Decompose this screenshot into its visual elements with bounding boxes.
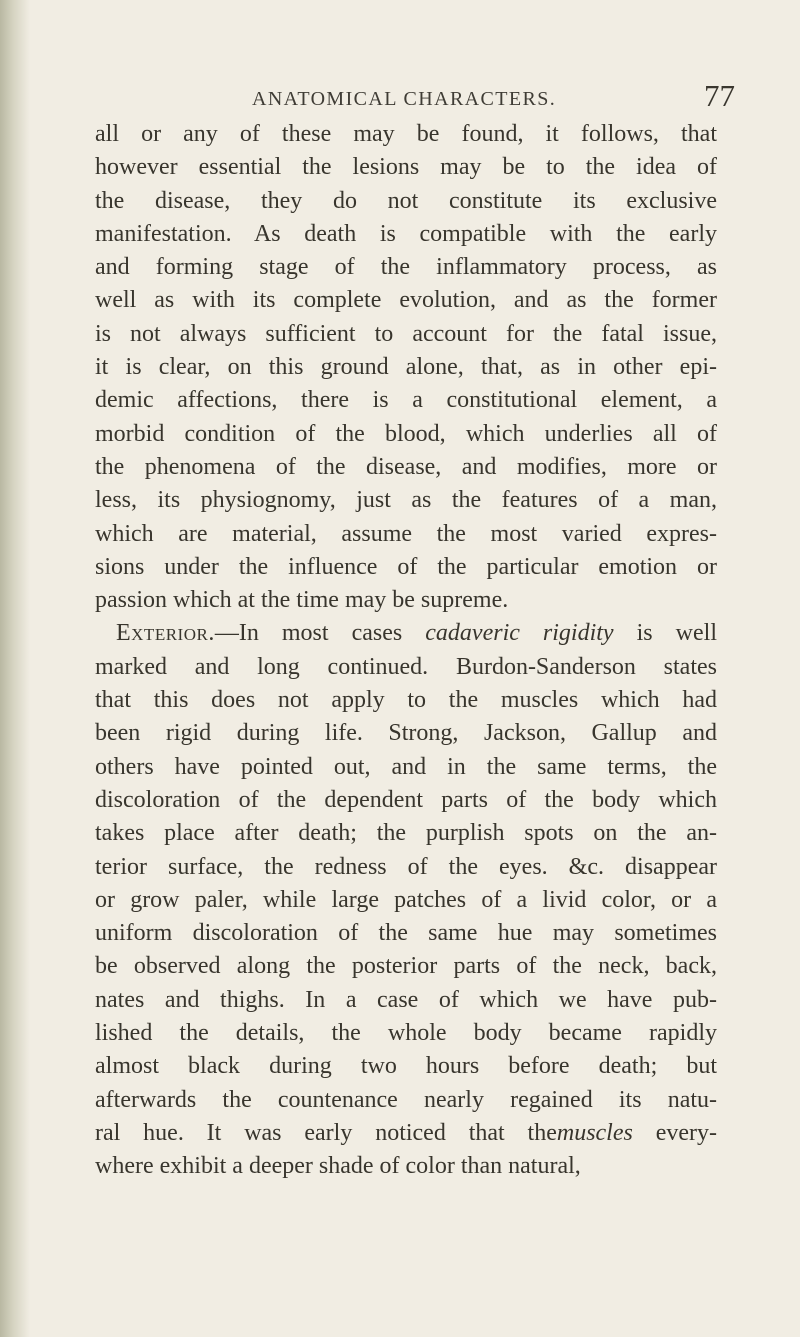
text-line: all or any of these may be found, it follows, that bbox=[95, 121, 717, 147]
text-line: sions under the influence of the particular emotion or bbox=[95, 553, 717, 580]
emphasis-text: muscles bbox=[556, 1119, 633, 1146]
text-line: it is clear, on this ground alone, that, as in other epi- bbox=[95, 354, 717, 381]
text-line: the phenomena of the disease, and modifies, more or bbox=[95, 453, 717, 480]
text-line: or grow paler, while large patches of a livid color, or a bbox=[95, 886, 717, 913]
body-text bbox=[95, 118, 717, 1184]
text-line: uniform discoloration of the same hue may sometimes bbox=[95, 920, 717, 947]
text-line: nates and thighs. In a case of which we have pub- bbox=[95, 986, 717, 1013]
text-line: afterwards the countenance nearly regained its natu- bbox=[95, 1086, 717, 1113]
text-line: been rigid during life. Strong, Jackson, Gallup and bbox=[95, 720, 717, 747]
text-line: takes place after death; the purplish spots on the an- bbox=[95, 820, 717, 847]
text-line: others have pointed out, and in the same terms, the bbox=[95, 753, 717, 780]
text-line: marked and long continued. Burdon-Sanderson states bbox=[95, 653, 717, 680]
binding-shadow bbox=[0, 0, 30, 1337]
paragraph-2 bbox=[95, 617, 717, 1183]
text-line: is not always sufficient to account for the fatal issue, bbox=[95, 320, 717, 347]
text-line: manifestation. As death is compatible with the early bbox=[95, 220, 717, 247]
text-line: discoloration of the dependent parts of the body which bbox=[95, 786, 717, 813]
text-line: Exterior.—In most cases cadaveric rigidity is well bbox=[116, 620, 718, 647]
text-line: which are material, assume the most varied expres- bbox=[95, 520, 717, 547]
text-line: that this does not apply to the muscles which had bbox=[95, 687, 717, 714]
paragraph-2-lines bbox=[95, 651, 717, 1117]
text-line: terior surface, the redness of the eyes. &c. disappear bbox=[95, 853, 717, 880]
text-line: lished the details, the whole body became rapidly bbox=[95, 1020, 717, 1047]
text-line: be observed along the posterior parts of the neck, back, bbox=[95, 953, 717, 980]
page-number: 77 bbox=[704, 78, 735, 113]
paragraph-1 bbox=[95, 118, 717, 617]
text-line: well as with its complete evolution, and as the former bbox=[95, 287, 717, 314]
text-line: passion which at the time may be supreme. bbox=[95, 587, 509, 614]
text-line: and forming stage of the inflammatory process, as bbox=[95, 254, 717, 281]
section-heading: Exterior. bbox=[116, 620, 215, 647]
running-head: ANATOMICAL CHARACTERS. bbox=[252, 88, 557, 110]
text-line: ral hue. It was early noticed that themuscles every- bbox=[95, 1119, 717, 1146]
text-line: the disease, they do not constitute its exclusive bbox=[95, 187, 717, 214]
text-line: demic affections, there is a constitutional element, a bbox=[95, 387, 717, 414]
text-line: where exhibit a deeper shade of color than natural, bbox=[95, 1153, 581, 1180]
emphasis-text: cadaveric rigidity bbox=[425, 620, 614, 647]
text-line: morbid condition of the blood, which underlies all of bbox=[95, 420, 717, 447]
text-line: however essential the lesions may be to the idea of bbox=[95, 154, 717, 181]
text-line: less, its physiognomy, just as the features of a man, bbox=[95, 487, 717, 514]
text-line: almost black during two hours before death; but bbox=[95, 1053, 717, 1080]
